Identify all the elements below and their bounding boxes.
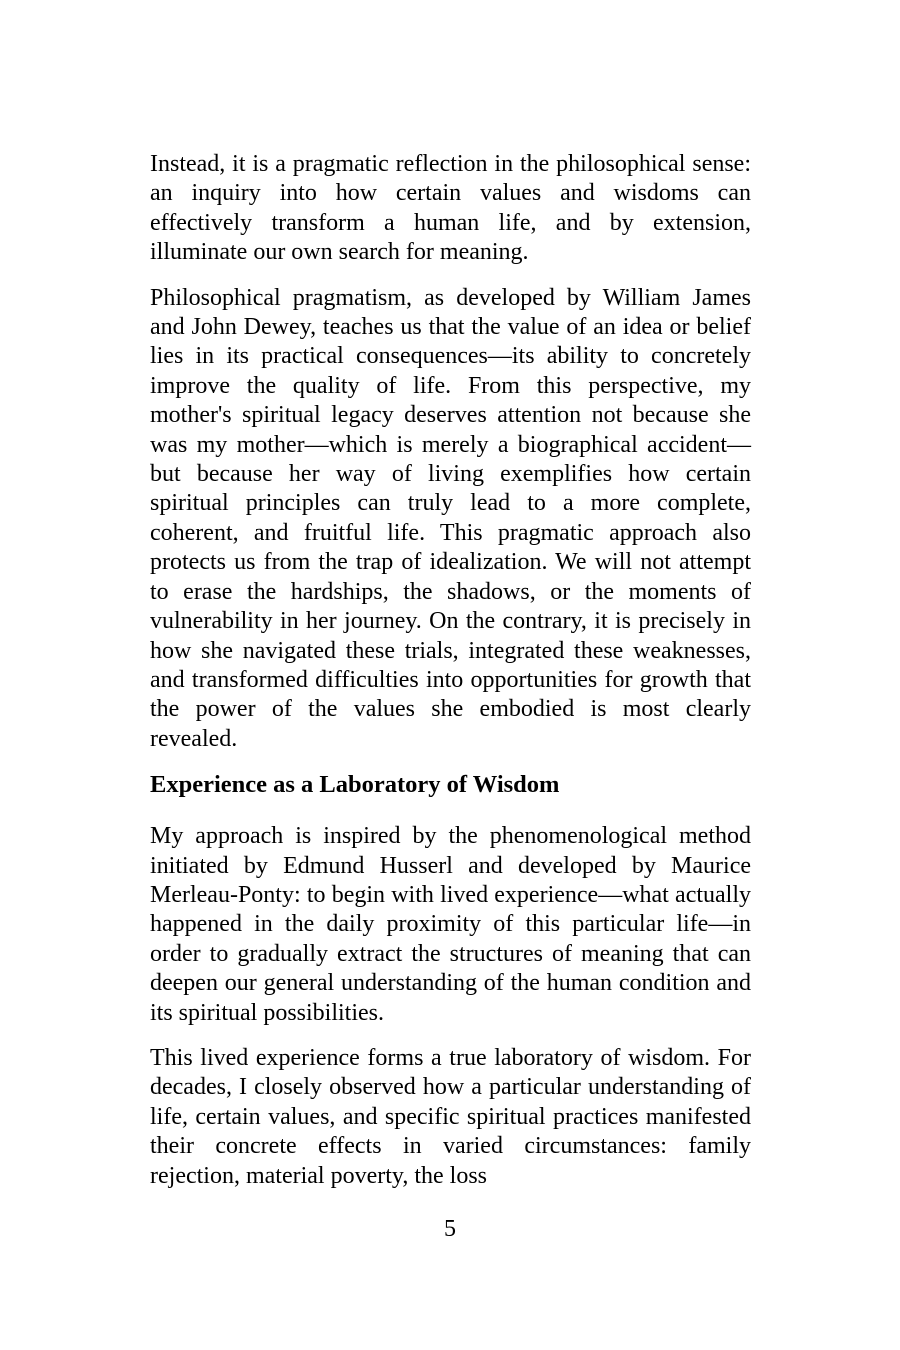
paragraph-phenomenological-method: My approach is inspired by the phenomenological method initiated by Edmund Husserl and developed by Maurice Merleau-Ponty: to begin with lived experience—what actually happened in the daily proximity of this particular life—in order to gradually extract the structures of meaning that can deepen our general understanding of the human condition and its spiritual possibilities. [150, 823, 751, 1026]
text-column [150, 150, 751, 1207]
paragraph-lived-experience-laboratory: This lived experience forms a true laboratory of wisdom. For decades, I closely observed how a particular understanding of life, certain values, and specific spiritual practices manifested their concrete effects in varied circumstances: family rejection, material poverty, the loss [150, 1044, 751, 1189]
paragraph-philosophical-pragmatism: Philosophical pragmatism, as developed by William James and John Dewey, teaches us that the value of an idea or belief lies in its practical consequences—its ability to concretely improve the quality of life. From this perspective, my mother's spiritual legacy deserves attention not because she was my mother—which is merely a biographical accident—but because her way of living exemplifies how certain spiritual principles can truly lead to a more complete, coherent, and fruitful life. This pragmatic approach also protects us from the trap of idealization. We will not attempt to erase the hardships, the shadows, or the moments of vulnerability in her journey. On the contrary, it is precisely in how she navigated these trials, integrated these weaknesses, and transformed difficulties into opportunities for growth that the power of the values she embodied is most clearly revealed. [150, 284, 751, 752]
paragraph-intro-pragmatic-reflection: Instead, it is a pragmatic reflection in the philosophical sense: an inquiry into how certain values and wisdoms can effectively transform a human life, and by extension, illuminate our own search for meaning. [150, 151, 751, 266]
page-number: 5 [444, 1216, 456, 1242]
section-heading-experience-laboratory: Experience as a Laboratory of Wisdom [150, 771, 560, 799]
